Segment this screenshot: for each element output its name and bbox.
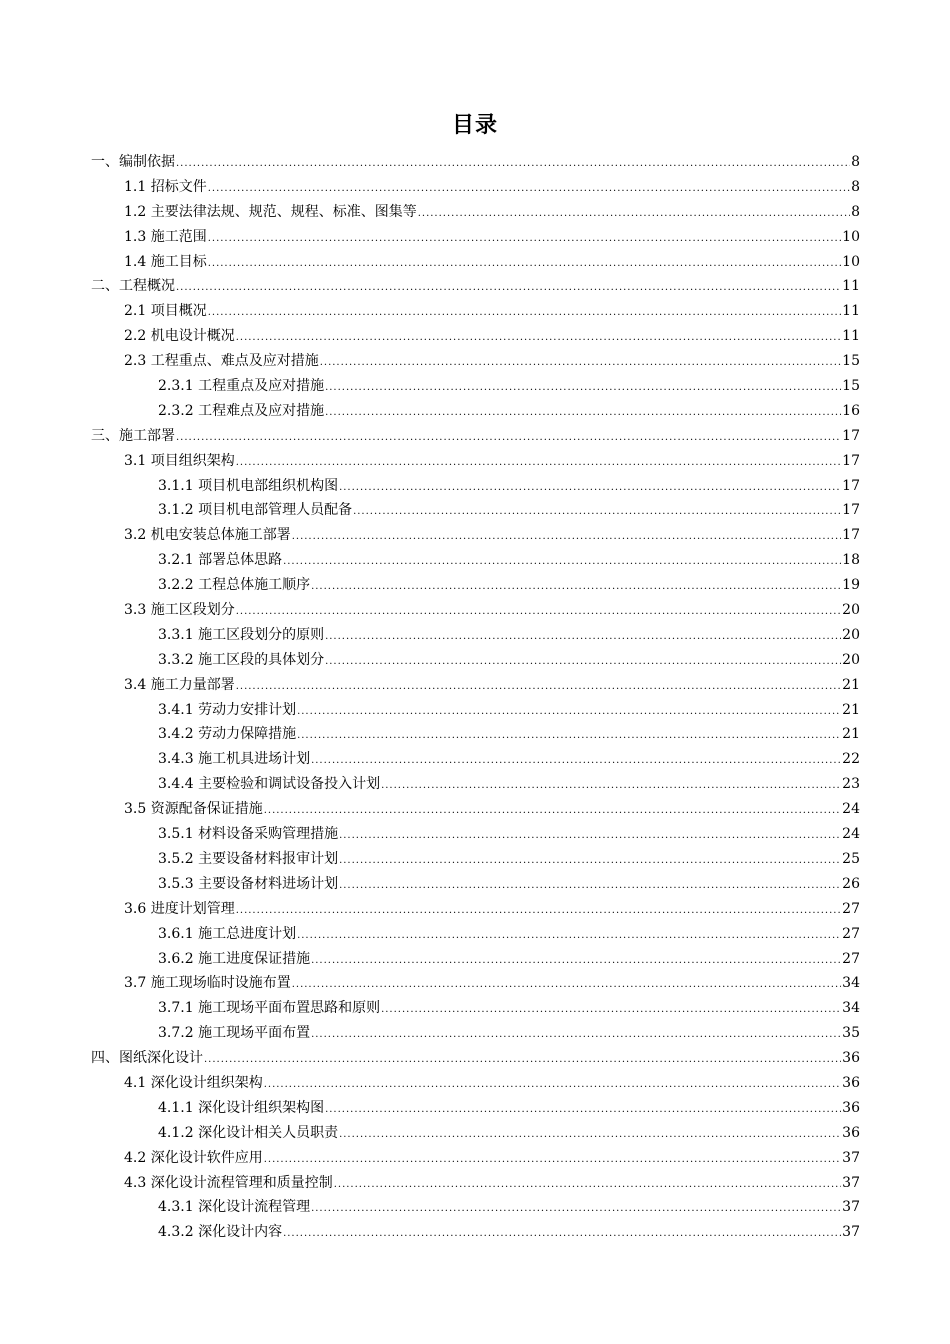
toc-entry[interactable] (91, 449, 860, 474)
toc-page-number: 35 (842, 1025, 860, 1042)
toc-entry[interactable] (91, 1021, 860, 1046)
toc-dot-leader (283, 550, 841, 575)
toc-entry[interactable] (91, 274, 860, 299)
toc-page-number: 15 (842, 353, 860, 370)
toc-entry-title: 2.3 工程重点、难点及应对措施 (124, 353, 319, 370)
toc-entry[interactable] (91, 498, 860, 523)
toc-dot-leader (320, 351, 841, 376)
toc-dot-leader (325, 625, 841, 650)
toc-page-number: 27 (842, 900, 860, 917)
toc-entry[interactable] (91, 250, 860, 275)
toc-entry-title: 3.4 施工力量部署 (124, 676, 235, 693)
toc-page-number: 15 (842, 378, 860, 395)
toc-entry-title: 3.3.1 施工区段划分的原则 (158, 626, 325, 643)
toc-dot-leader (325, 376, 841, 401)
toc-entry[interactable] (91, 1171, 860, 1196)
toc-entry[interactable] (91, 971, 860, 996)
toc-entry-title: 3.5.2 主要设备材料报审计划 (158, 850, 339, 867)
toc-dot-leader (418, 202, 850, 227)
toc-page-number: 11 (842, 328, 860, 345)
toc-dot-leader (208, 227, 841, 252)
toc-entry[interactable] (91, 1071, 860, 1096)
toc-page-number: 11 (842, 303, 860, 320)
toc-page-number: 20 (842, 651, 860, 668)
toc-entry[interactable] (91, 698, 860, 723)
toc-dot-leader (325, 1098, 841, 1123)
toc-page-number: 21 (842, 726, 860, 743)
toc-entry-title: 4.3.2 深化设计内容 (158, 1224, 283, 1241)
toc-entry[interactable] (91, 897, 860, 922)
toc-page-number: 24 (842, 826, 860, 843)
toc-page-number: 18 (842, 552, 860, 569)
toc-dot-leader (339, 824, 841, 849)
toc-dot-leader (204, 1048, 841, 1073)
toc-entry-title: 四、图纸深化设计 (91, 1050, 203, 1067)
toc-entry-title: 3.1 项目组织架构 (124, 452, 235, 469)
toc-entry-title: 2.3.1 工程重点及应对措施 (158, 378, 325, 395)
toc-dot-leader (297, 924, 841, 949)
toc-entry[interactable] (91, 200, 860, 225)
toc-dot-leader (208, 252, 841, 277)
toc-dot-leader (311, 749, 841, 774)
toc-entry[interactable] (91, 797, 860, 822)
toc-entry-title: 一、编制依据 (91, 154, 175, 170)
toc-dot-leader (283, 1222, 841, 1247)
toc-dot-leader (311, 575, 841, 600)
toc-dot-leader (325, 650, 841, 675)
toc-page-number: 10 (842, 253, 860, 270)
toc-dot-leader (339, 1123, 841, 1148)
toc-entry[interactable] (91, 1146, 860, 1171)
toc-entry[interactable] (91, 1220, 860, 1245)
toc-dot-leader (353, 500, 841, 525)
toc-page-number: 17 (842, 452, 860, 469)
toc-entry[interactable] (91, 324, 860, 349)
toc-entry-title: 3.4.4 主要检验和调试设备投入计划 (158, 776, 381, 793)
toc-entry[interactable] (91, 922, 860, 947)
toc-entry-title: 4.3.1 深化设计流程管理 (158, 1199, 311, 1216)
toc-entry-title: 3.5 资源配备保证措施 (124, 801, 263, 818)
toc-dot-leader (236, 675, 841, 700)
toc-page-number: 8 (851, 178, 860, 195)
table-of-contents (91, 150, 860, 1245)
toc-entry[interactable] (91, 996, 860, 1021)
page-title: 目录 (451, 113, 498, 138)
toc-page-number: 36 (842, 1099, 860, 1116)
toc-entry-title: 1.4 施工目标 (124, 253, 207, 270)
toc-dot-leader (208, 177, 850, 202)
toc-page-number: 20 (842, 626, 860, 643)
toc-page-number: 8 (851, 203, 860, 220)
toc-dot-leader (297, 700, 841, 725)
toc-entry-title: 4.1.1 深化设计组织架构图 (158, 1099, 325, 1116)
toc-entry-title: 3.2.1 部署总体思路 (158, 552, 283, 569)
toc-entry-title: 3.2 机电安装总体施工部署 (124, 527, 291, 544)
toc-dot-leader (325, 401, 841, 426)
toc-entry-title: 3.7 施工现场临时设施布置 (124, 975, 291, 992)
toc-page-number: 8 (851, 154, 860, 170)
toc-dot-leader (297, 724, 841, 749)
toc-dot-leader (381, 774, 841, 799)
toc-page-number: 17 (842, 502, 860, 519)
toc-entry[interactable] (91, 1121, 860, 1146)
toc-page-number: 27 (842, 950, 860, 967)
toc-page-number: 37 (842, 1149, 860, 1166)
toc-dot-leader (176, 426, 841, 451)
toc-entry-title: 3.6.1 施工总进度计划 (158, 925, 297, 942)
toc-entry[interactable] (91, 772, 860, 797)
toc-page-number: 17 (842, 477, 860, 494)
toc-entry[interactable] (91, 623, 860, 648)
toc-dot-leader (311, 949, 841, 974)
toc-entry-title: 3.7.1 施工现场平面布置思路和原则 (158, 1000, 381, 1017)
toc-entry[interactable] (91, 548, 860, 573)
toc-entry[interactable] (91, 598, 860, 623)
toc-entry-title: 3.4.1 劳动力安排计划 (158, 701, 297, 718)
toc-page-number: 37 (842, 1174, 860, 1191)
toc-entry-title: 3.4.2 劳动力保障措施 (158, 726, 297, 743)
toc-dot-leader (339, 476, 841, 501)
toc-page-number: 36 (842, 1124, 860, 1141)
toc-entry[interactable] (91, 399, 860, 424)
toc-dot-leader (292, 973, 841, 998)
toc-dot-leader (311, 1197, 841, 1222)
toc-page-number: 34 (842, 1000, 860, 1017)
toc-entry-title: 3.4.3 施工机具进场计划 (158, 751, 311, 768)
toc-entry[interactable] (91, 673, 860, 698)
toc-page-number: 36 (842, 1050, 860, 1067)
toc-entry-title: 1.2 主要法律法规、规范、规程、标准、图集等 (124, 203, 417, 220)
toc-dot-leader (264, 1148, 841, 1173)
toc-page-number: 10 (842, 228, 860, 245)
toc-dot-leader (292, 525, 841, 550)
toc-page-number: 27 (842, 925, 860, 942)
toc-entry[interactable] (91, 573, 860, 598)
toc-dot-leader (236, 600, 841, 625)
toc-dot-leader (208, 301, 841, 326)
toc-entry[interactable] (91, 648, 860, 673)
toc-dot-leader (311, 1023, 841, 1048)
toc-page-number: 11 (842, 278, 860, 295)
toc-entry-title: 三、施工部署 (91, 427, 175, 444)
toc-entry-title: 4.2 深化设计软件应用 (124, 1149, 263, 1166)
toc-page-number: 37 (842, 1224, 860, 1241)
toc-page-number: 24 (842, 801, 860, 818)
toc-page-number: 36 (842, 1074, 860, 1091)
toc-page-number: 17 (842, 527, 860, 544)
toc-entry[interactable] (91, 374, 860, 399)
toc-entry[interactable] (91, 1195, 860, 1220)
toc-dot-leader (334, 1173, 841, 1198)
toc-dot-leader (236, 326, 841, 351)
toc-entry-title: 3.5.3 主要设备材料进场计划 (158, 875, 339, 892)
toc-entry[interactable] (91, 847, 860, 872)
toc-page-number: 16 (842, 402, 860, 419)
toc-page-number: 26 (842, 875, 860, 892)
toc-page-number: 21 (842, 701, 860, 718)
toc-dot-leader (339, 874, 841, 899)
toc-dot-leader (236, 451, 841, 476)
toc-entry-title: 3.2.2 工程总体施工顺序 (158, 577, 311, 594)
toc-page-number: 22 (842, 751, 860, 768)
toc-entry-title: 4.1.2 深化设计相关人员职责 (158, 1124, 339, 1141)
toc-entry[interactable] (91, 349, 860, 374)
toc-entry[interactable] (91, 150, 860, 175)
toc-page-number: 37 (842, 1199, 860, 1216)
toc-entry-title: 3.5.1 材料设备采购管理措施 (158, 826, 339, 843)
toc-entry-title: 3.7.2 施工现场平面布置 (158, 1025, 311, 1042)
toc-entry[interactable] (91, 299, 860, 324)
toc-entry-title: 二、工程概况 (91, 278, 175, 295)
toc-dot-leader (264, 799, 841, 824)
toc-entry-title: 2.3.2 工程难点及应对措施 (158, 402, 325, 419)
toc-entry-title: 3.1.1 项目机电部组织机构图 (158, 477, 339, 494)
toc-entry[interactable] (91, 424, 860, 449)
toc-entry[interactable] (91, 175, 860, 200)
toc-entry[interactable] (91, 872, 860, 897)
toc-dot-leader (381, 998, 841, 1023)
toc-page-number: 34 (842, 975, 860, 992)
toc-dot-leader (339, 849, 841, 874)
toc-entry-title: 3.3 施工区段划分 (124, 602, 235, 619)
toc-dot-leader (264, 1073, 841, 1098)
toc-entry[interactable] (91, 1046, 860, 1071)
toc-entry-title: 3.6 进度计划管理 (124, 900, 235, 917)
toc-entry[interactable] (91, 747, 860, 772)
toc-entry-title: 4.1 深化设计组织架构 (124, 1074, 263, 1091)
toc-entry-title: 1.3 施工范围 (124, 228, 207, 245)
toc-page-number: 20 (842, 602, 860, 619)
toc-entry[interactable] (91, 474, 860, 499)
toc-entry[interactable] (91, 722, 860, 747)
toc-entry-title: 3.3.2 施工区段的具体划分 (158, 651, 325, 668)
toc-entry-title: 2.1 项目概况 (124, 303, 207, 320)
toc-entry-title: 3.6.2 施工进度保证措施 (158, 950, 311, 967)
toc-dot-leader (236, 899, 841, 924)
toc-entry[interactable] (91, 225, 860, 250)
toc-entry[interactable] (91, 822, 860, 847)
toc-entry[interactable] (91, 947, 860, 972)
toc-page-number: 25 (842, 850, 860, 867)
toc-page-number: 23 (842, 776, 860, 793)
toc-page-number: 19 (842, 577, 860, 594)
toc-entry-title: 3.1.2 项目机电部管理人员配备 (158, 502, 353, 519)
toc-dot-leader (176, 276, 841, 301)
toc-entry[interactable] (91, 523, 860, 548)
toc-page-number: 17 (842, 427, 860, 444)
toc-entry-title: 1.1 招标文件 (124, 178, 207, 195)
toc-page-number: 21 (842, 676, 860, 693)
toc-entry[interactable] (91, 1096, 860, 1121)
toc-entry-title: 2.2 机电设计概况 (124, 328, 235, 345)
toc-entry-title: 4.3 深化设计流程管理和质量控制 (124, 1174, 333, 1191)
toc-dot-leader (176, 152, 850, 177)
